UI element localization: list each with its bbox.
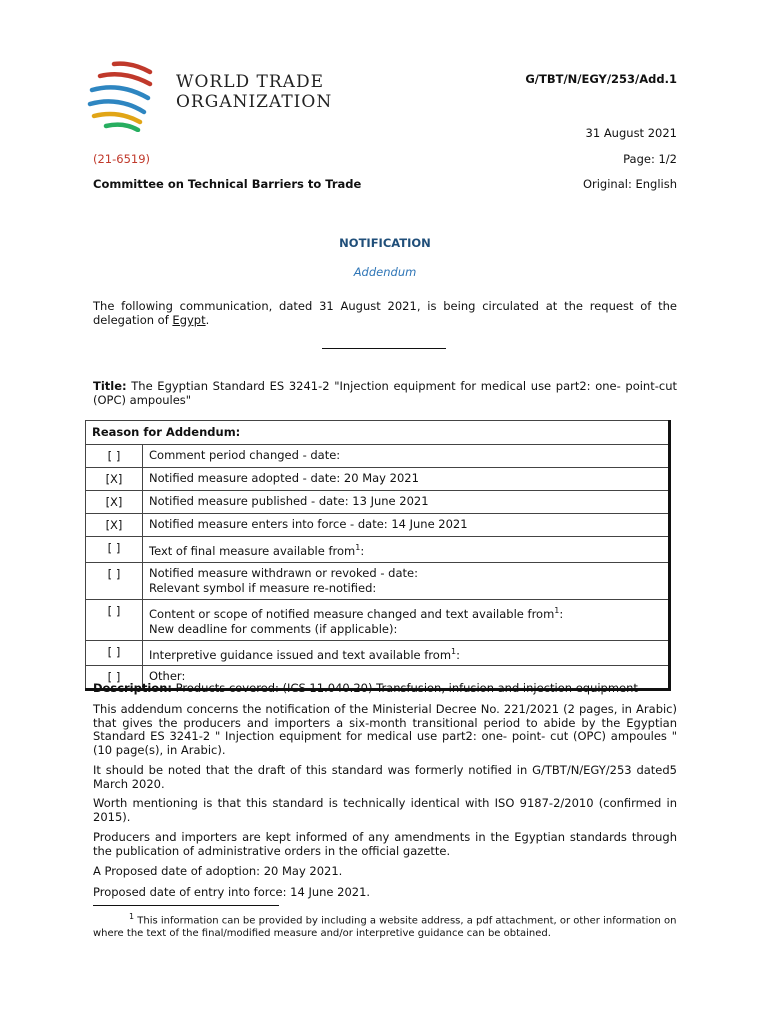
- reason-text: Content or scope of notified measure changed and text available from$^1$: New deadline for comments (if applicable):: [143, 599, 670, 640]
- reason-checkbox: [ ]: [86, 640, 143, 666]
- reason-checkbox: [ ]: [86, 445, 143, 468]
- reason-row: [86, 514, 670, 537]
- reason-row: [86, 640, 670, 666]
- reason-checkbox: [ ]: [86, 666, 143, 690]
- document-date: 31 August 2021: [585, 126, 677, 140]
- reason-text: Notified measure enters into force - date: 14 June 2021: [143, 514, 670, 537]
- reason-text: Notified measure adopted - date: 20 May 2021: [143, 468, 670, 491]
- member-name: Egypt: [172, 313, 206, 327]
- description-paragraph-6: Proposed date of entry into force: 14 June 2021.: [93, 885, 371, 899]
- reason-text: Comment period changed - date:: [143, 445, 670, 468]
- description-paragraph-5: A Proposed date of adoption: 20 May 2021.: [93, 864, 343, 878]
- organization-name: WORLD TRADE ORGANIZATION: [176, 72, 333, 112]
- reason-text: Interpretive guidance issued and text available from$^1$:: [143, 640, 670, 666]
- reason-row: [86, 468, 670, 491]
- description-paragraph-3: Worth mentioning is that this standard is technically identical with ISO 9187-2/2010 (confirmed in 2015).: [93, 796, 677, 824]
- original-language: Original: English: [582, 177, 677, 191]
- footnote: $^1$ This information can be provided by including a website address, a pdf attachment, or other information on where the text of the final/modified measure and/or interpretive guidance can be obtained.: [93, 912, 677, 939]
- reason-checkbox: [ ]: [86, 537, 143, 563]
- page-indicator: Page: 1/2: [623, 152, 677, 166]
- reason-text: Text of final measure available from$^1$:: [143, 537, 670, 563]
- reason-row: [86, 599, 670, 640]
- reason-table: [85, 420, 671, 691]
- description-paragraph-2: It should be noted that the draft of this standard was formerly notified in G/TBT/N/EGY/253 dated5 March 2020.: [93, 763, 677, 791]
- reason-text: Other:: [143, 666, 670, 690]
- addendum-subheading: Addendum: [353, 265, 417, 279]
- reason-checkbox: [X]: [86, 468, 143, 491]
- reason-checkbox: [ ]: [86, 562, 143, 599]
- reason-heading: Reason for Addendum:: [86, 421, 670, 445]
- reason-row: [86, 537, 670, 563]
- footnote-separator: [93, 905, 279, 906]
- reason-checkbox: [ ]: [86, 599, 143, 640]
- reason-text: Notified measure withdrawn or revoked - date: Relevant symbol if measure re-notified:: [143, 562, 670, 599]
- reason-row: [86, 562, 670, 599]
- separator-line: [322, 348, 446, 349]
- description-paragraph-4: Producers and importers are kept informed of any amendments in the Egyptian standards through the publication of administrative orders in the official gazette.: [93, 830, 677, 858]
- notification-heading: NOTIFICATION: [339, 236, 431, 250]
- title-paragraph: Title: The Egyptian Standard ES 3241-2 "Injection equipment for medical use part2: one- point-cut (OPC) ampoules": [93, 379, 677, 407]
- reason-row: [86, 491, 670, 514]
- description-paragraph-1: This addendum concerns the notification of the Ministerial Decree No. 221/2021 (2 pages, in Arabic) that gives the producers and importers a six-month transitional period to abide by the Egyptian Standard ES 3241-2 " Injection equipment for medical use part2: one- point- cut (OPC) ampoules " (10 page(s), in Arabic).: [93, 702, 677, 757]
- committee-name: Committee on Technical Barriers to Trade: [93, 177, 362, 191]
- reason-row: [86, 445, 670, 468]
- document-symbol: G/TBT/N/EGY/253/Add.1: [525, 72, 677, 86]
- reference-number: (21-6519): [93, 152, 151, 166]
- reason-checkbox: [X]: [86, 514, 143, 537]
- intro-paragraph: The following communication, dated 31 August 2021, is being circulated at the request of the delegation of Egypt.: [93, 299, 677, 327]
- description-lead: Description: Products covered: (ICS 11.040.20) Transfusion, infusion and injection equipment: [93, 681, 638, 695]
- reason-text: Notified measure published - date: 13 June 2021: [143, 491, 670, 514]
- reason-checkbox: [X]: [86, 491, 143, 514]
